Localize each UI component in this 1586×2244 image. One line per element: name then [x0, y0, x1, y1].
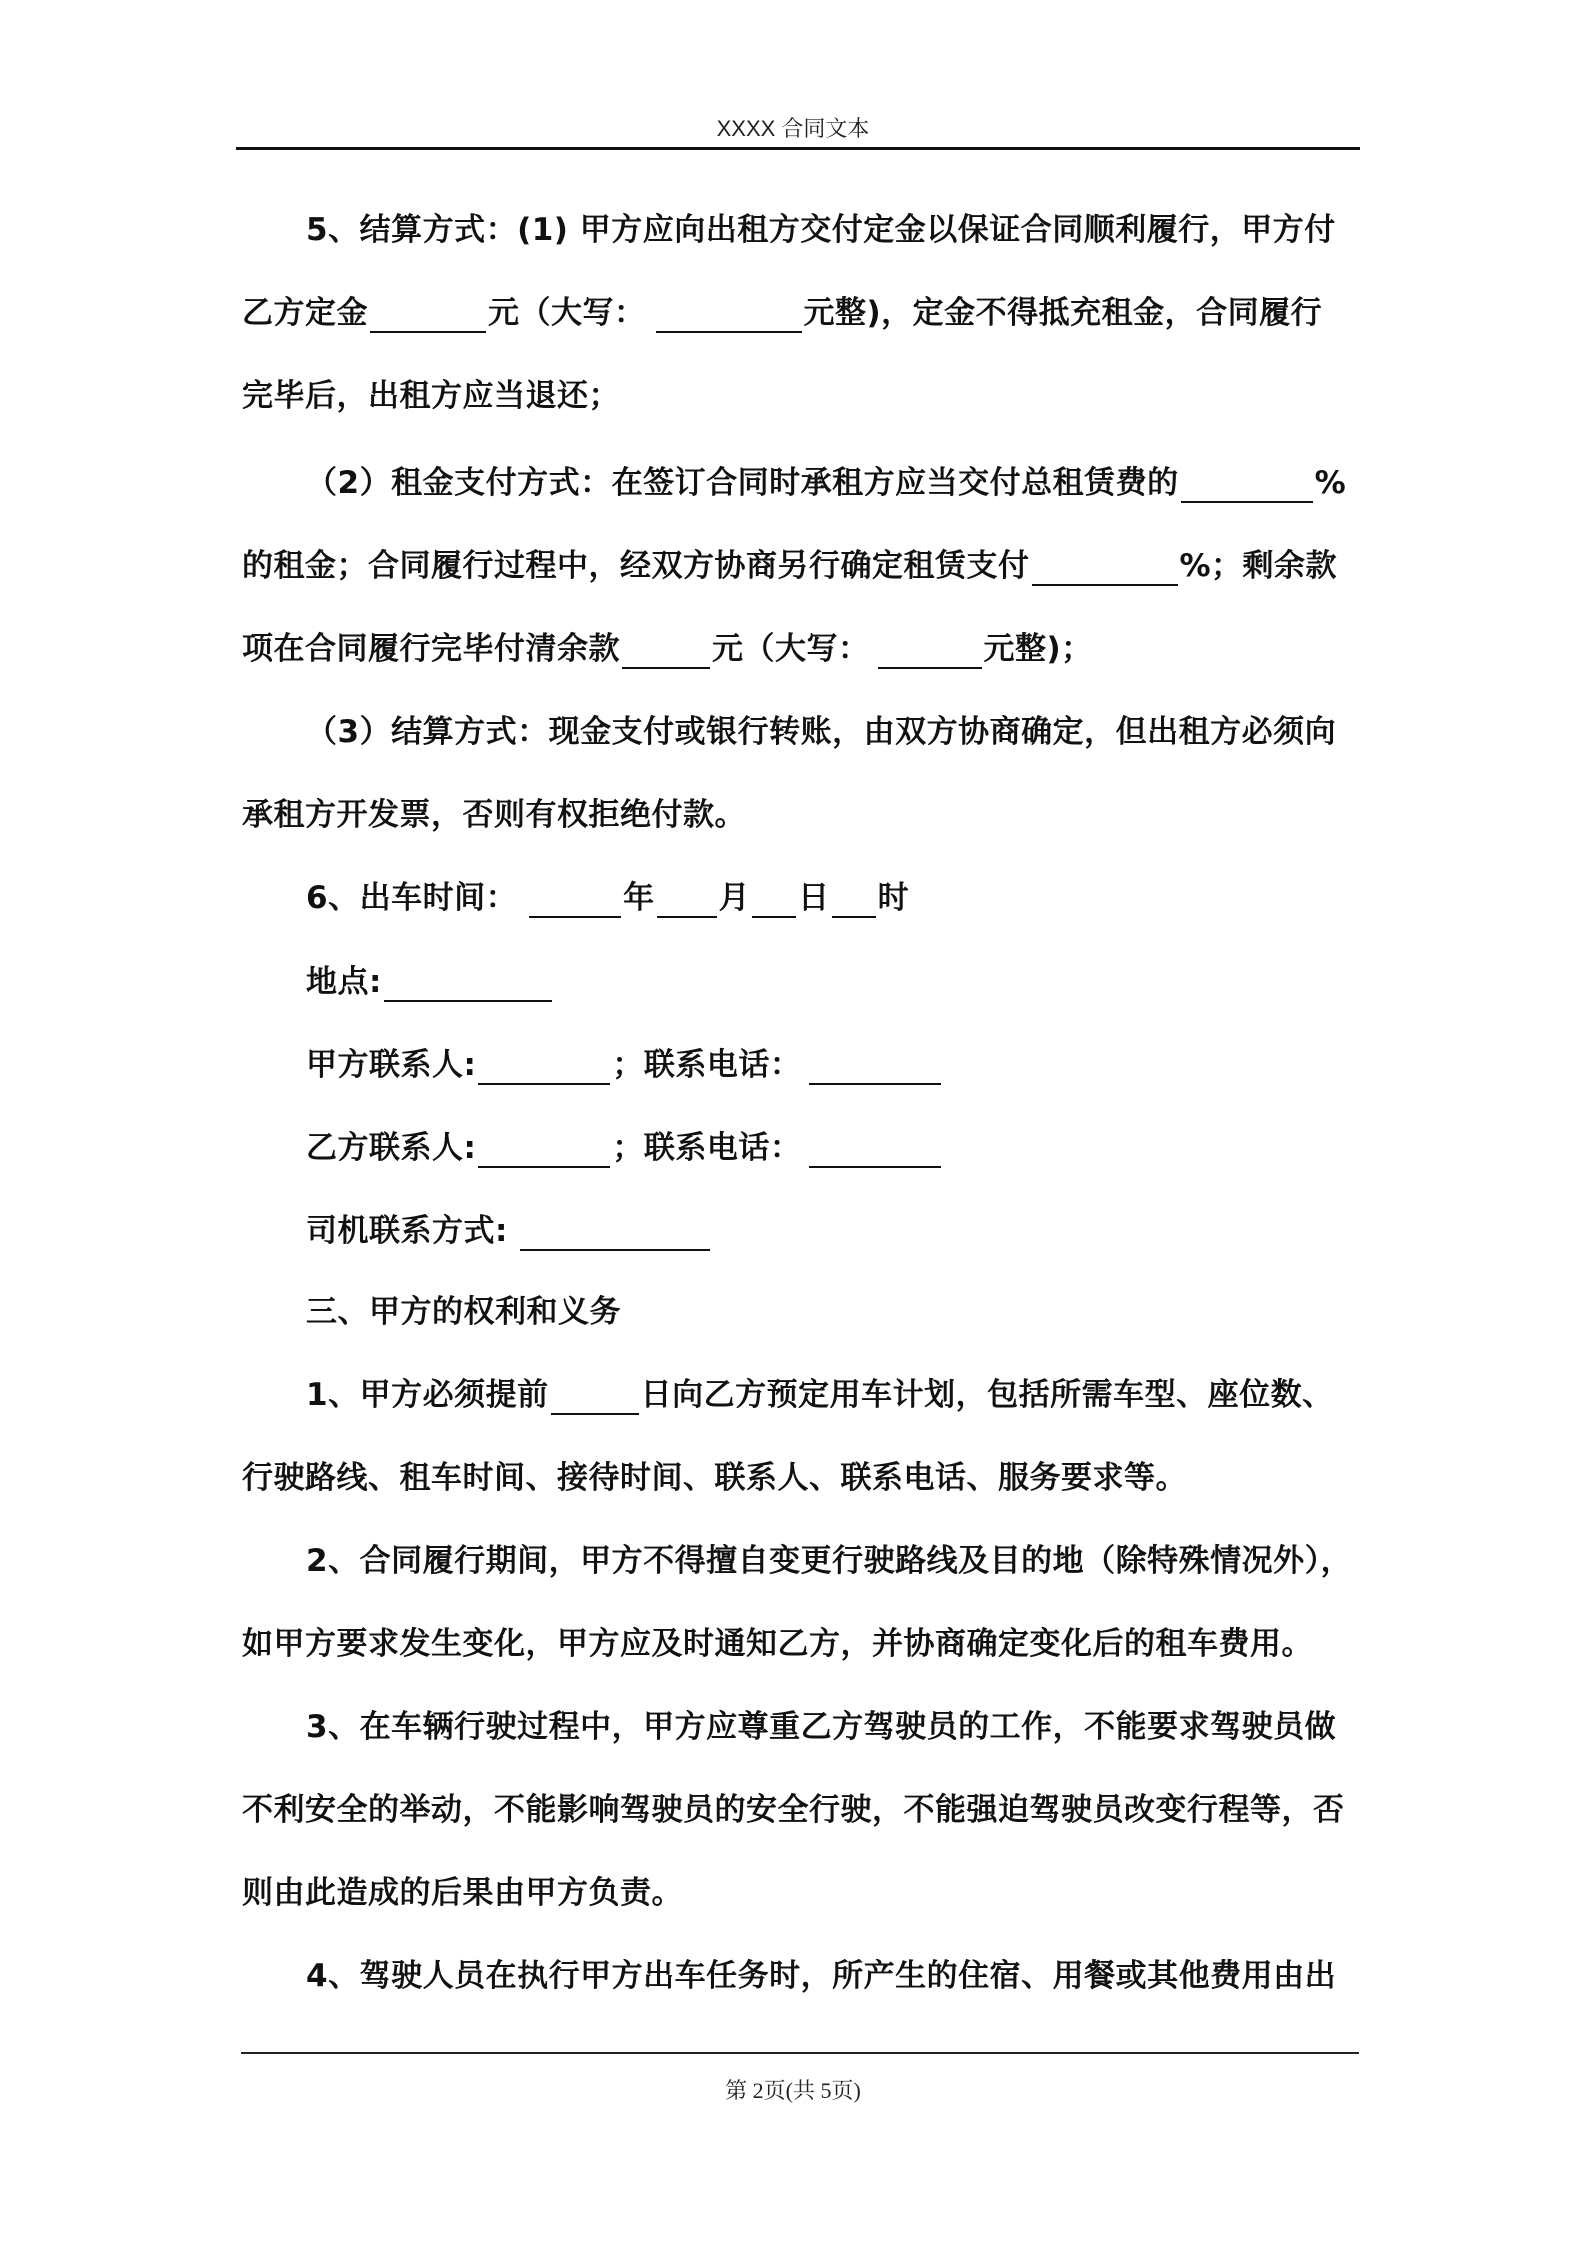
clause-5-2-text: %；剩余款: [1179, 548, 1338, 584]
party-b-contact-label: 乙方联系人:: [306, 1130, 477, 1166]
right-2-line-1: 2、合同履行期间，甲方不得擅自变更行驶路线及目的地（除特殊情况外），: [306, 1543, 1353, 1579]
section-3-heading: 三、甲方的权利和义务: [306, 1294, 621, 1330]
right-1-line-2: 行驶路线、租车时间、接待时间、联系人、联系电话、服务要求等。: [242, 1460, 1187, 1496]
clause-6-departure-time: [306, 878, 909, 918]
clause-5-3-line-2: 承租方开发票，否则有权拒绝付款。: [242, 797, 746, 833]
clause-5-2-line-1: [306, 463, 1346, 503]
year-label: 年: [623, 880, 655, 916]
deposit-amount-blank[interactable]: [370, 297, 486, 333]
party-a-phone-blank[interactable]: [809, 1049, 941, 1085]
party-a-contact-label: 甲方联系人:: [306, 1047, 477, 1083]
right-1-text: 1、甲方必须提前: [306, 1377, 549, 1413]
clause-5-2-text: 的租金；合同履行过程中，经双方协商另行确定租赁支付: [242, 548, 1030, 584]
document-header-title: XXXX 合同文本: [716, 116, 870, 141]
clause-5-2-text: （2）租金支付方式：在签订合同时承租方应当交付总租赁费的: [306, 465, 1179, 501]
clause-5-2-text: 项在合同履行完毕付清余款: [242, 631, 620, 667]
party-b-phone-blank[interactable]: [809, 1132, 941, 1168]
clause-5-text: 乙方定金: [242, 295, 368, 331]
clause-5-text: 元整)，定金不得抵充租金，合同履行: [803, 295, 1323, 331]
clause-5-2-line-2: [242, 546, 1337, 586]
place-field: [306, 962, 554, 1002]
departure-year-blank[interactable]: [529, 882, 621, 918]
party-b-contact-blank[interactable]: [478, 1132, 610, 1168]
driver-contact-label: 司机联系方式:: [306, 1213, 508, 1249]
header-divider: [236, 147, 1360, 150]
departure-hour-blank[interactable]: [832, 882, 876, 918]
footer-divider: [241, 2052, 1359, 2054]
balance-amount-capital-blank[interactable]: [878, 633, 982, 669]
driver-contact-blank[interactable]: [520, 1215, 710, 1251]
balance-amount-blank[interactable]: [622, 633, 710, 669]
clause-5-line-3: 完毕后，出租方应当退还；: [242, 378, 620, 414]
departure-day-blank[interactable]: [752, 882, 796, 918]
page-number: 第 2页(共 5页): [725, 2078, 861, 2103]
clause-5-line-2: [242, 293, 1322, 333]
day-label: 日: [798, 880, 830, 916]
clause-5-2-text: 元整)；: [983, 631, 1093, 667]
place-label: 地点:: [306, 964, 382, 1000]
right-4-line-1: 4、驾驶人员在执行甲方出车任务时，所产生的住宿、用餐或其他费用由出: [306, 1958, 1337, 1994]
driver-contact-field: [306, 1211, 712, 1251]
deposit-amount-capital-blank[interactable]: [656, 297, 802, 333]
clause-5-text: 元（大写：: [488, 295, 646, 331]
right-1-line-1: [306, 1375, 1334, 1415]
clause-5-2-text: 元（大写：: [712, 631, 870, 667]
month-label: 月: [718, 880, 751, 916]
departure-time-label: 6、出车时间：: [306, 880, 518, 916]
clause-5-2-text: %: [1314, 465, 1347, 501]
party-a-contact-blank[interactable]: [478, 1049, 610, 1085]
right-2-line-2: 如甲方要求发生变化，甲方应及时通知乙方，并协商确定变化后的租车费用。: [242, 1626, 1313, 1662]
midterm-payment-percent-blank[interactable]: [1032, 550, 1178, 586]
clause-5-2-line-3: [242, 629, 1093, 669]
clause-5-line-1: 5、结算方式：(1) 甲方应向出租方交付定金以保证合同顺利履行，甲方付: [306, 212, 1336, 248]
initial-payment-percent-blank[interactable]: [1181, 467, 1313, 503]
party-b-phone-label: ；联系电话：: [612, 1130, 802, 1166]
right-3-line-1: 3、在车辆行驶过程中，甲方应尊重乙方驾驶员的工作，不能要求驾驶员做: [306, 1709, 1337, 1745]
place-blank[interactable]: [384, 966, 552, 1002]
right-3-line-3: 则由此造成的后果由甲方负责。: [242, 1875, 683, 1911]
advance-days-blank[interactable]: [551, 1379, 639, 1415]
party-a-contact-field: [306, 1045, 943, 1085]
party-b-contact-field: [306, 1128, 943, 1168]
party-a-phone-label: ；联系电话：: [612, 1047, 802, 1083]
right-1-text: 日向乙方预定用车计划，包括所需车型、座位数、: [640, 1377, 1334, 1413]
hour-label: 时: [877, 880, 910, 916]
right-3-line-2: 不利安全的举动，不能影响驾驶员的安全行驶，不能强迫驾驶员改变行程等，否: [242, 1792, 1345, 1828]
clause-5-3-line-1: （3）结算方式：现金支付或银行转账，由双方协商确定，但出租方必须向: [306, 714, 1337, 750]
departure-month-blank[interactable]: [657, 882, 717, 918]
